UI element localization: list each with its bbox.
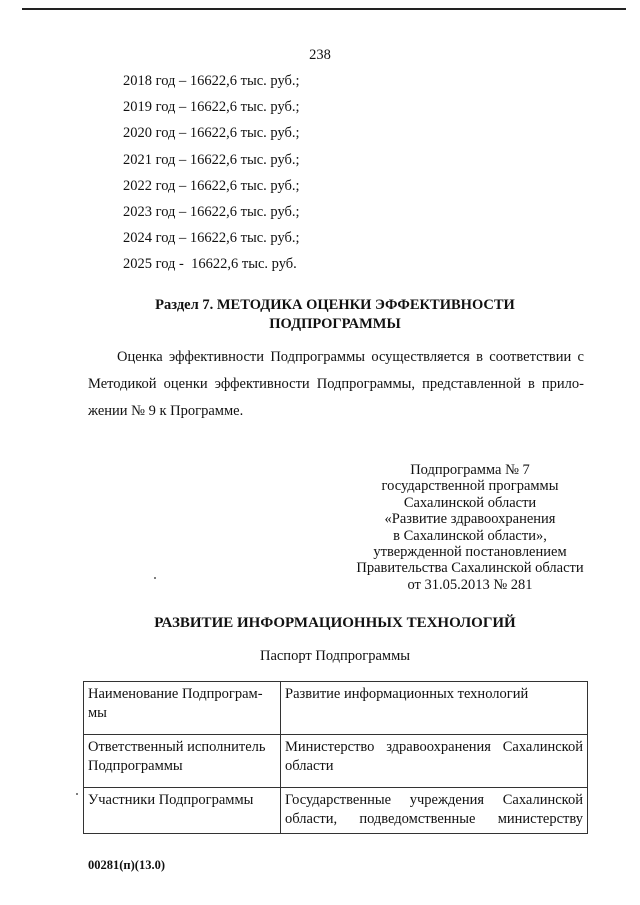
- approval-block: [310, 462, 630, 593]
- table-cell-label: [84, 735, 281, 788]
- table-row: [84, 682, 588, 735]
- funding-item-2025: 2025 год - 16622,6 тыс. руб.: [123, 256, 297, 273]
- table-cell-value: [281, 788, 588, 834]
- table-cell-value: [281, 682, 588, 735]
- funding-item-2022: 2022 год – 16622,6 тыс. руб.;: [123, 177, 300, 194]
- funding-list: [123, 68, 543, 278]
- page-number: 238: [309, 47, 331, 63]
- funding-item-2023: 2023 год – 16622,6 тыс. руб.;: [123, 204, 300, 221]
- passport-caption: Паспорт Подпрограммы: [259, 648, 411, 664]
- cell-line: области, подведомственные министерству: [285, 810, 583, 827]
- approval-line: «Развитие здравоохранения: [384, 511, 556, 528]
- cell-line: Участники Подпрограммы: [88, 792, 254, 808]
- paragraph-line: Методикой оценки эффективности Подпрограммы, представленной в прило-: [88, 376, 584, 392]
- table-cell-value: [281, 735, 588, 788]
- section-heading: [80, 296, 590, 334]
- table-row: [84, 788, 588, 834]
- approval-line: утвержденной постановлением: [373, 544, 567, 561]
- funding-item-2019: 2019 год – 16622,6 тыс. руб.;: [123, 99, 300, 116]
- scan-speck: [154, 577, 156, 579]
- approval-line: Правительства Сахалинской области: [356, 560, 584, 577]
- funding-item-2018: 2018 год – 16622,6 тыс. руб.;: [123, 73, 300, 89]
- cell-line: Ответственный исполнитель: [88, 739, 266, 755]
- table-row: [84, 735, 588, 788]
- table-cell-label: [84, 682, 281, 735]
- cell-line: Подпрограммы: [88, 757, 183, 774]
- funding-item-2021: 2021 год – 16622,6 тыс. руб.;: [123, 151, 300, 168]
- scan-speck: [76, 793, 78, 795]
- top-rule: [22, 8, 626, 10]
- approval-line: государственной программы: [381, 478, 559, 495]
- cell-line: Развитие информационных технологий: [285, 686, 529, 702]
- funding-item-2024: 2024 год – 16622,6 тыс. руб.;: [123, 230, 300, 247]
- approval-line: в Сахалинской области»,: [393, 527, 547, 544]
- section-heading-line: Раздел 7. МЕТОДИКА ОЦЕНКИ ЭФФЕКТИВНОСТИ: [155, 297, 515, 313]
- cell-line: мы: [88, 704, 107, 721]
- section-heading-line: ПОДПРОГРАММЫ: [269, 316, 401, 332]
- cell-line: Государственные учреждения Сахалинской: [285, 792, 583, 808]
- cell-line: Наименование Подпрограм-: [88, 686, 263, 702]
- cell-line: Министерство здравоохранения Сахалинской: [285, 739, 583, 755]
- approval-line: Сахалинской области: [403, 494, 537, 511]
- paragraph-line: жении № 9 к Программе.: [88, 403, 244, 419]
- passport-table: [83, 681, 588, 834]
- funding-item-2020: 2020 год – 16622,6 тыс. руб.;: [123, 125, 300, 142]
- table-cell-label: [84, 788, 281, 834]
- footer-code: 00281(п)(13.0): [88, 858, 165, 872]
- approval-line: Подпрограмма № 7: [410, 462, 530, 478]
- cell-line: области: [285, 757, 334, 774]
- approval-line: от 31.05.2013 № 281: [407, 576, 533, 593]
- paragraph-line: Оценка эффективности Подпрограммы осуществляется в соответствии с: [117, 349, 584, 365]
- section-paragraph: [88, 344, 584, 425]
- subprogram-title: РАЗВИТИЕ ИНФОРМАЦИОННЫХ ТЕХНОЛОГИЙ: [154, 615, 516, 631]
